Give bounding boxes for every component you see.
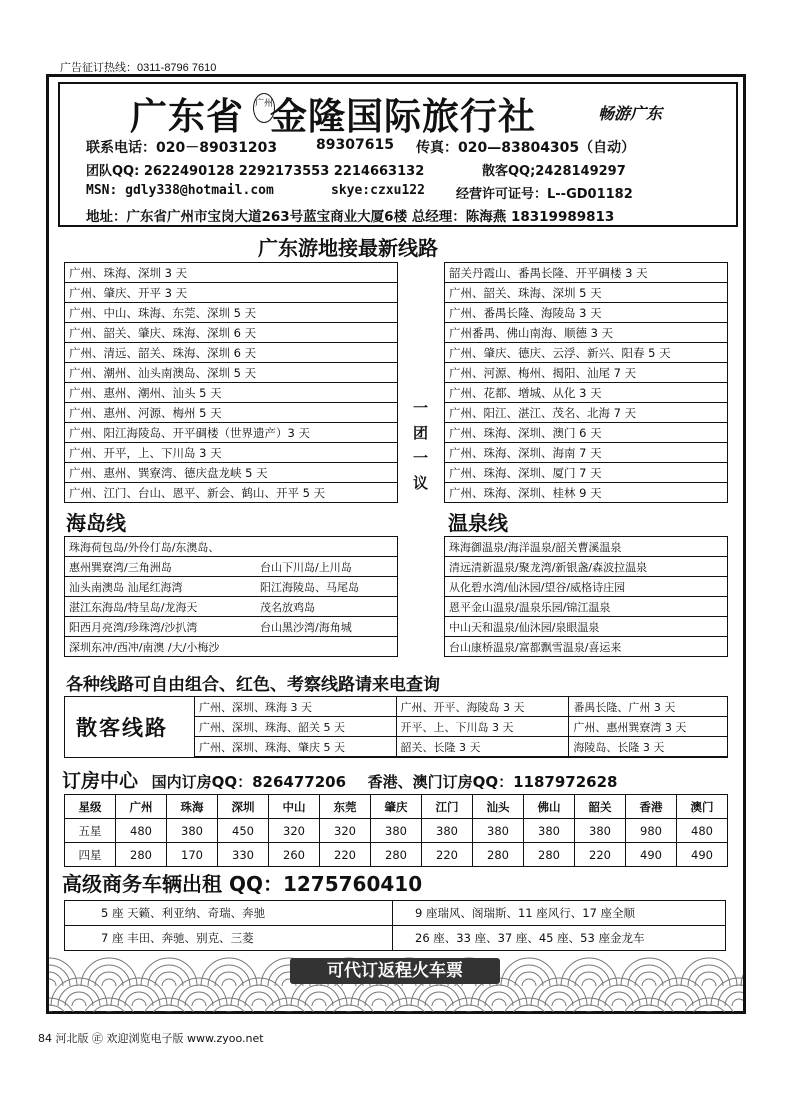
route-item: 广州、清远、韶关、珠海、深圳 6 天 <box>65 343 398 363</box>
hotel-price-cell: 280 <box>116 843 167 867</box>
wave-arc <box>72 999 86 1006</box>
route-item: 广州、江门、台山、恩平、新会、鹤山、开平 5 天 <box>65 483 398 503</box>
hotel-price-cell: 280 <box>371 843 422 867</box>
hotel-header-cell: 肇庆 <box>371 795 422 819</box>
island-title: 海岛线 <box>66 511 126 535</box>
island-route-a: 湛江东海岛/特呈岛/龙海天 <box>69 600 198 614</box>
wave-arc <box>208 1005 250 1012</box>
hotel-price-table <box>64 794 728 867</box>
hotel-price-cell: 四星 <box>65 843 116 867</box>
hotel-price-cell: 380 <box>575 819 626 843</box>
hotel-price-cell: 220 <box>575 843 626 867</box>
table-row <box>445 557 728 577</box>
table-row <box>445 483 728 503</box>
wave-arc <box>388 1005 430 1012</box>
table-row <box>445 423 728 443</box>
hotel-price-cell: 480 <box>677 819 728 843</box>
page-footer: 84 河北版 ㊣ 欢迎浏览电子版 www.zyoo.net <box>38 1032 264 1045</box>
hotel-header-cell: 佛山 <box>524 795 575 819</box>
table-row <box>445 443 728 463</box>
table-row <box>445 263 728 283</box>
hotel-price-cell: 330 <box>218 843 269 867</box>
table-row <box>445 343 728 363</box>
wave-arc <box>222 979 236 986</box>
hotel-price-cell: 380 <box>371 819 422 843</box>
tel-2: 89307615 <box>316 137 394 153</box>
address: 地址：广东省广州市宝岗大道263号蓝宝商业大厦6楼 总经理：陈海燕 18319989813 <box>86 209 615 225</box>
wave-arc <box>732 999 743 1006</box>
tel-label: 联系电话： <box>86 140 156 156</box>
wave-arc <box>102 979 116 986</box>
route-item: 广州、惠州、巽寮湾、德庆盘龙峡 5 天 <box>65 463 398 483</box>
wave-arc <box>568 1005 610 1012</box>
msn: MSN: gdly338@hotmail.com <box>86 183 274 198</box>
table-row <box>65 901 726 926</box>
island-route-a: 珠海荷包岛/外伶仃岛/东澳岛、 <box>69 540 220 554</box>
table-row <box>65 383 398 403</box>
single-route-item: 广州、惠州巽寮湾 3 天 <box>569 717 728 737</box>
table-row <box>65 423 398 443</box>
wave-arc <box>148 1005 190 1012</box>
hotel-header-cell: 中山 <box>269 795 320 819</box>
wave-arc <box>328 1005 370 1012</box>
single-routes-title: 散客线路 <box>76 716 168 740</box>
wave-arc <box>49 958 77 986</box>
hotel-header-cell: 韶关 <box>575 795 626 819</box>
island-routes-table <box>64 536 398 657</box>
guangzhou-mark: 广州 <box>253 93 275 123</box>
wave-arc <box>252 999 266 1006</box>
wave-arc <box>268 1005 310 1012</box>
single-route-item: 广州、深圳、珠海、肇庆 5 天 <box>195 737 397 757</box>
table-row <box>65 843 728 867</box>
island-route-item <box>65 617 398 637</box>
single-route-item: 广州、深圳、珠海 3 天 <box>195 697 397 717</box>
single-route-item: 海陵岛、长隆 3 天 <box>569 737 728 757</box>
spring-routes-table <box>444 536 728 657</box>
local-routes-title: 广东游地接最新线路 <box>258 236 438 260</box>
route-item: 韶关丹霞山、番禺长隆、开平碉楼 3 天 <box>445 263 728 283</box>
table-row <box>65 303 398 323</box>
wave-arc <box>312 999 326 1006</box>
island-route-item <box>65 597 398 617</box>
route-item: 广州、珠海、深圳、澳门 6 天 <box>445 423 728 443</box>
single-route-item: 番禺长隆、广州 3 天 <box>569 697 728 717</box>
table-row <box>65 637 398 657</box>
table-row <box>445 323 728 343</box>
single-routes-table <box>194 696 728 757</box>
hotel-header-cell: 汕头 <box>473 795 524 819</box>
wave-arc <box>672 999 686 1006</box>
single-route-item: 广州、深圳、珠海、韶关 5 天 <box>195 717 397 737</box>
route-item: 广州、珠海、深圳 3 天 <box>65 263 398 283</box>
table-row <box>65 263 398 283</box>
table-row <box>195 697 728 717</box>
table-row <box>445 283 728 303</box>
route-item: 广州、阳江、湛江、茂名、北海 7 天 <box>445 403 728 423</box>
spring-title: 温泉线 <box>448 511 508 535</box>
hotel-header-cell: 深圳 <box>218 795 269 819</box>
wave-arc <box>49 979 56 986</box>
route-item: 广州、韶关、珠海、深圳 5 天 <box>445 283 728 303</box>
hotel-header-cell: 星级 <box>65 795 116 819</box>
route-item: 广州番禺、佛山南海、顺德 3 天 <box>445 323 728 343</box>
slogan: 畅游广东 <box>598 104 663 123</box>
spring-route-item: 清远清新温泉/聚龙湾/新银盏/森波拉温泉 <box>445 557 728 577</box>
tel-1: 020－89031203 <box>156 140 278 156</box>
wave-arc <box>49 1005 70 1012</box>
hotel-header-cell: 广州 <box>116 795 167 819</box>
table-row <box>65 577 398 597</box>
train-ticket-banner: 可代订返程火车票 <box>290 958 500 984</box>
route-item: 广州、花都、增城、从化 3 天 <box>445 383 728 403</box>
table-row <box>445 537 728 557</box>
wave-arc <box>612 999 626 1006</box>
route-item: 广州、惠州、潮州、汕头 5 天 <box>65 383 398 403</box>
hotel-price-cell: 220 <box>422 843 473 867</box>
island-route-a: 汕头南澳岛 汕尾红海湾 <box>69 580 183 594</box>
left-routes-table <box>64 262 398 503</box>
car-item: 26 座、33 座、37 座、45 座、53 座金龙车 <box>393 926 726 951</box>
wave-arc <box>88 1005 130 1012</box>
wave-arc <box>582 979 596 986</box>
spring-route-item: 从化碧水湾/仙沐园/望谷/威格诗庄园 <box>445 577 728 597</box>
hotel-price-cell: 280 <box>524 843 575 867</box>
agency-name-part1: 广东省 <box>130 94 244 138</box>
route-item: 广州、珠海、深圳、桂林 9 天 <box>445 483 728 503</box>
wave-arc <box>688 1005 730 1012</box>
route-item: 广州、珠海、深圳、厦门 7 天 <box>445 463 728 483</box>
team-qq: 团队QQ: 2622490128 2292173553 2214663132 <box>86 164 425 179</box>
hotel-price-cell: 320 <box>269 819 320 843</box>
custom-group-label: 一团一议 <box>411 400 429 500</box>
hotel-price-cell: 380 <box>422 819 473 843</box>
hotel-price-cell: 380 <box>473 819 524 843</box>
hotel-price-cell: 490 <box>626 843 677 867</box>
wave-arc <box>132 999 146 1006</box>
route-item: 广州、阳江海陵岛、开平碉楼（世界遗产）3 天 <box>65 423 398 443</box>
table-row <box>65 323 398 343</box>
domestic-booking: 国内订房QQ：826477206 <box>151 773 347 791</box>
table-row <box>445 617 728 637</box>
table-row <box>195 717 728 737</box>
table-row <box>65 557 398 577</box>
wave-arc <box>49 965 70 986</box>
hotel-price-cell: 980 <box>626 819 677 843</box>
spring-route-item: 台山康桥温泉/富都飘雪温泉/喜运来 <box>445 637 728 657</box>
hotel-price-cell: 280 <box>473 843 524 867</box>
table-row <box>65 617 398 637</box>
wave-arc <box>432 999 446 1006</box>
single-route-item: 韶关、长隆 3 天 <box>396 737 569 757</box>
table-row <box>65 343 398 363</box>
table-row <box>445 363 728 383</box>
hotel-header-row <box>65 795 728 819</box>
spring-route-item: 中山天和温泉/仙沐园/泉眼温泉 <box>445 617 728 637</box>
route-item: 广州、肇庆、德庆、云浮、新兴、阳春 5 天 <box>445 343 728 363</box>
table-row <box>65 443 398 463</box>
hotel-price-cell: 五星 <box>65 819 116 843</box>
route-item: 广州、惠州、河源、梅州 5 天 <box>65 403 398 423</box>
wave-arc <box>492 999 506 1006</box>
hotel-price-cell: 380 <box>167 819 218 843</box>
hotel-price-cell: 450 <box>218 819 269 843</box>
island-route-item <box>65 577 398 597</box>
island-route-item <box>65 637 398 657</box>
spring-route-item: 珠海御温泉/海洋温泉/韶关曹溪温泉 <box>445 537 728 557</box>
combo-note: 各种线路可自由组合、红色、考察线路请来电查询 <box>66 675 440 695</box>
table-row <box>65 597 398 617</box>
single-route-item: 开平、上、下川岛 3 天 <box>396 717 569 737</box>
hotel-price-cell: 380 <box>524 819 575 843</box>
hkmo-booking: 香港、澳门订房QQ：1187972628 <box>367 773 618 791</box>
car-item: 5 座 天籁、利亚纳、奇瑞、奔驰 <box>65 901 393 926</box>
right-routes-table <box>444 262 728 503</box>
route-item: 广州、肇庆、开平 3 天 <box>65 283 398 303</box>
island-route-b: 茂名放鸡岛 <box>260 600 315 614</box>
table-row <box>65 819 728 843</box>
wave-arc <box>741 958 743 986</box>
route-item: 广州、中山、珠海、东莞、深圳 5 天 <box>65 303 398 323</box>
island-route-a: 惠州巽寮湾/三角洲岛 <box>69 560 172 574</box>
hotel-price-cell: 480 <box>116 819 167 843</box>
route-item: 广州、韶关、肇庆、珠海、深圳 6 天 <box>65 323 398 343</box>
single-qq: 散客QQ;2428149297 <box>482 164 626 179</box>
island-route-b: 台山黑沙湾/海角城 <box>260 620 352 634</box>
license: 经营许可证号：L--GD01182 <box>456 187 633 202</box>
agency-name-part2: 金隆国际旅行社 <box>270 94 536 138</box>
wave-arc <box>372 999 386 1006</box>
wave-arc <box>522 979 536 986</box>
wave-arc <box>628 1005 670 1012</box>
wave-arc <box>642 979 656 986</box>
table-row <box>445 463 728 483</box>
table-row <box>445 383 728 403</box>
island-route-b: 阳江海陵岛、马尾岛 <box>260 580 359 594</box>
hotel-header-cell: 江门 <box>422 795 473 819</box>
route-item: 广州、开平，上、下川岛 3 天 <box>65 443 398 463</box>
booking-line <box>62 766 617 793</box>
island-route-item <box>65 557 398 577</box>
booking-title: 订房中心 <box>62 770 139 792</box>
route-item: 广州、河源、梅州、揭阳、汕尾 7 天 <box>445 363 728 383</box>
hotel-price-cell: 220 <box>320 843 371 867</box>
table-row <box>195 737 728 757</box>
table-row <box>445 303 728 323</box>
wave-arc <box>448 1005 490 1012</box>
wave-arc <box>508 1005 550 1012</box>
skype: skye:czxu122 <box>331 183 425 198</box>
island-route-item <box>65 537 398 557</box>
hotel-price-cell: 170 <box>167 843 218 867</box>
agency-name <box>130 86 536 140</box>
route-item: 广州、潮州、汕头南澳岛、深圳 5 天 <box>65 363 398 383</box>
wave-arc <box>192 999 206 1006</box>
table-row <box>65 283 398 303</box>
table-row <box>445 577 728 597</box>
table-row <box>65 363 398 383</box>
hotel-price-cell: 260 <box>269 843 320 867</box>
wave-arc <box>702 979 716 986</box>
table-row <box>445 403 728 423</box>
car-rental-table <box>64 900 726 951</box>
hotel-price-cell: 320 <box>320 819 371 843</box>
hotel-header-cell: 珠海 <box>167 795 218 819</box>
island-route-a: 阳西月亮湾/珍珠湾/沙扒湾 <box>69 620 198 634</box>
table-row <box>445 597 728 617</box>
spring-route-item: 恩平金山温泉/温泉乐园/锦江温泉 <box>445 597 728 617</box>
car-rental-title: 高级商务车辆出租 QQ：1275760410 <box>62 872 423 896</box>
route-item: 广州、珠海、深圳、海南 7 天 <box>445 443 728 463</box>
table-row <box>65 537 398 557</box>
table-row <box>65 483 398 503</box>
table-row <box>445 637 728 657</box>
island-route-a: 深圳东冲/西冲/南澳 /大/小梅沙 <box>69 640 220 654</box>
ad-hotline: 广告征订热线：0311-8796 7610 <box>60 62 217 74</box>
table-row <box>65 463 398 483</box>
hotel-header-cell: 澳门 <box>677 795 728 819</box>
single-route-item: 广州、开平、海陵岛 3 天 <box>396 697 569 717</box>
wave-arc <box>162 979 176 986</box>
wave-arc <box>552 999 566 1006</box>
hotel-header-cell: 香港 <box>626 795 677 819</box>
hotel-header-cell: 东莞 <box>320 795 371 819</box>
fax: 传真：020—83804305（自动） <box>416 140 636 156</box>
island-route-b: 台山下川岛/上川岛 <box>260 560 352 574</box>
route-item: 广州、番禺长隆、海陵岛 3 天 <box>445 303 728 323</box>
car-item: 7 座 丰田、奔驰、别克、三菱 <box>65 926 393 951</box>
car-item: 9 座瑞风、阁瑞斯、11 座风行、17 座全顺 <box>393 901 726 926</box>
hotel-price-cell: 490 <box>677 843 728 867</box>
table-row <box>65 403 398 423</box>
